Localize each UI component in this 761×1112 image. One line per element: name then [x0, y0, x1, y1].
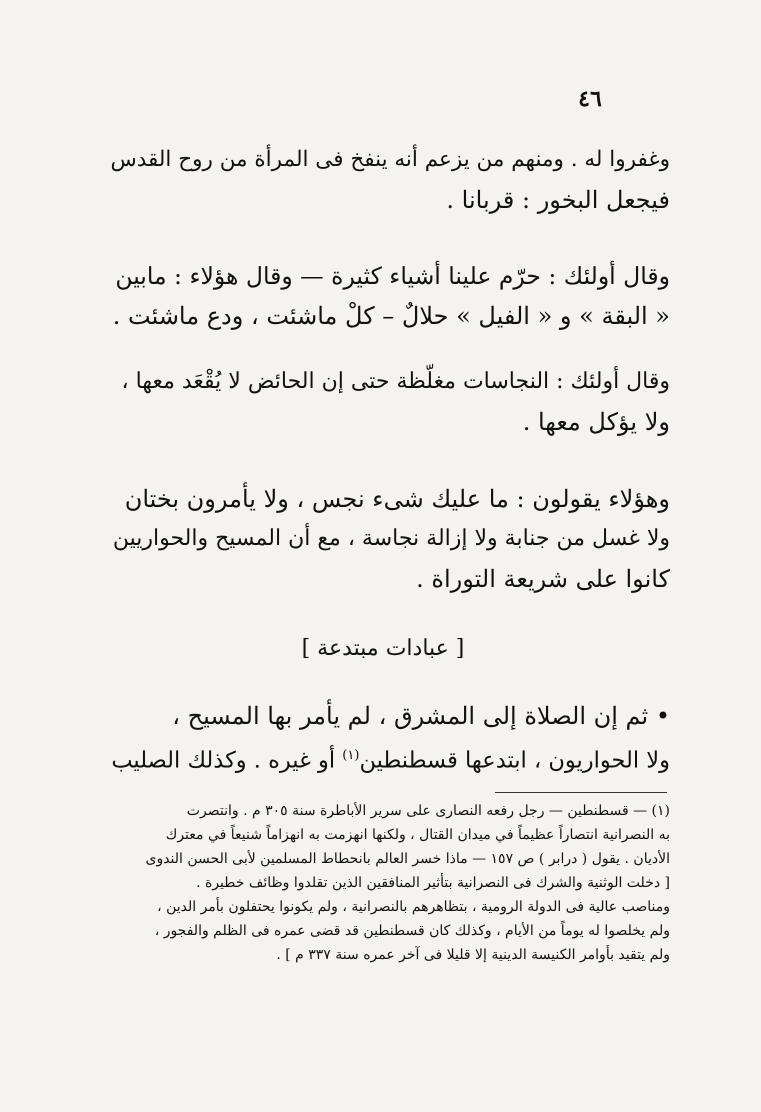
footnote-line: ولم يخلصوا له يوماً من الأيام ، وكذلك كان قسطنطين قد قضى عمره فى الظلم والفجور ، — [154, 923, 670, 939]
text-line: ولا غسل من جنابة ولا إزالة نجاسة ، مع أن المسيح والحواريين — [112, 526, 670, 551]
footnote-line: [ دخلت الوثنية والشرك فى النصرانية بتأثير المنافقين الذين تقلدوا وظائف خطيرة . — [196, 875, 670, 891]
footnote-line: به النصرانية انتصاراً عظيماً في ميدان القتال ، ولكنها انهزمت به انهزاماً شنيعاً في معترك — [165, 827, 670, 843]
footnote-line: (١) — قسطنطين — رجل رفعه النصارى على سرير الأباطرة سنة ٣٠٥ م . وانتصرت — [186, 803, 670, 819]
text-line: وقال أولئك : حرّم علينا أشياء كثيرة — وقال هؤلاء : مابين — [115, 262, 670, 290]
footnote-block — [118, 803, 670, 971]
paragraph-2 — [110, 264, 670, 344]
paragraph-3 — [110, 370, 670, 450]
footnote-line: ومناصب عالية فى الدولة الرومية ، بتظاهرهم بالنصرانية ، ولم يكونوا يحتفلون بأمر الدين ، — [157, 899, 670, 915]
paragraph-1 — [110, 148, 670, 228]
paragraph-4 — [110, 487, 670, 607]
text-segment: أو غيره . وكذلك الصليب — [111, 747, 343, 774]
text-line: كانوا على شريعة التوراة . — [416, 565, 670, 593]
text-line: وغفروا له . ومنهم من يزعم أنه ينفخ فى المرأة من روح القدس — [110, 147, 670, 172]
footnote-divider — [495, 792, 667, 793]
text-line: ولا يؤكل معها . — [522, 408, 670, 436]
text-line: • ثم إن الصلاة إلى المشرق ، لم يأمر بها المسيح ، — [172, 702, 670, 730]
footnote-line: ولم يتقيد بأوامر الكنيسة الدينية إلا قليلا فى آخر عمره سنة ٣٣٧ م ] . — [276, 947, 670, 963]
footnote-line: الأديان . يقول ( درابر ) ص ١٥٧ — ماذا خسر العالم بانحطاط المسلمين لأبى الحسن الندوى — [145, 851, 670, 867]
paragraph-5 — [110, 704, 670, 784]
footnote-reference: (١) — [342, 748, 360, 763]
text-line — [110, 744, 670, 784]
page-number: ٤٦ — [578, 86, 602, 112]
text-line: فيجعل البخور : قربانا . — [446, 186, 670, 214]
text-line: وقال أولئك : النجاسات مغلّظة حتى إن الحائض لا يُقْعَد معها ، — [121, 369, 670, 394]
text-segment: ولا الحواريون ، ابتدعها قسطنطين — [359, 747, 670, 774]
text-line: وهؤلاء يقولون : ما عليك شىء نجس ، ولا يأمرون بختان — [124, 485, 670, 513]
text-line: « البقة » و « الفيل » حلالٌ – كلْ ماشئت ، ودع ماشئت . — [112, 302, 670, 330]
section-heading: [ عبادات مبتدعة ] — [301, 636, 465, 661]
